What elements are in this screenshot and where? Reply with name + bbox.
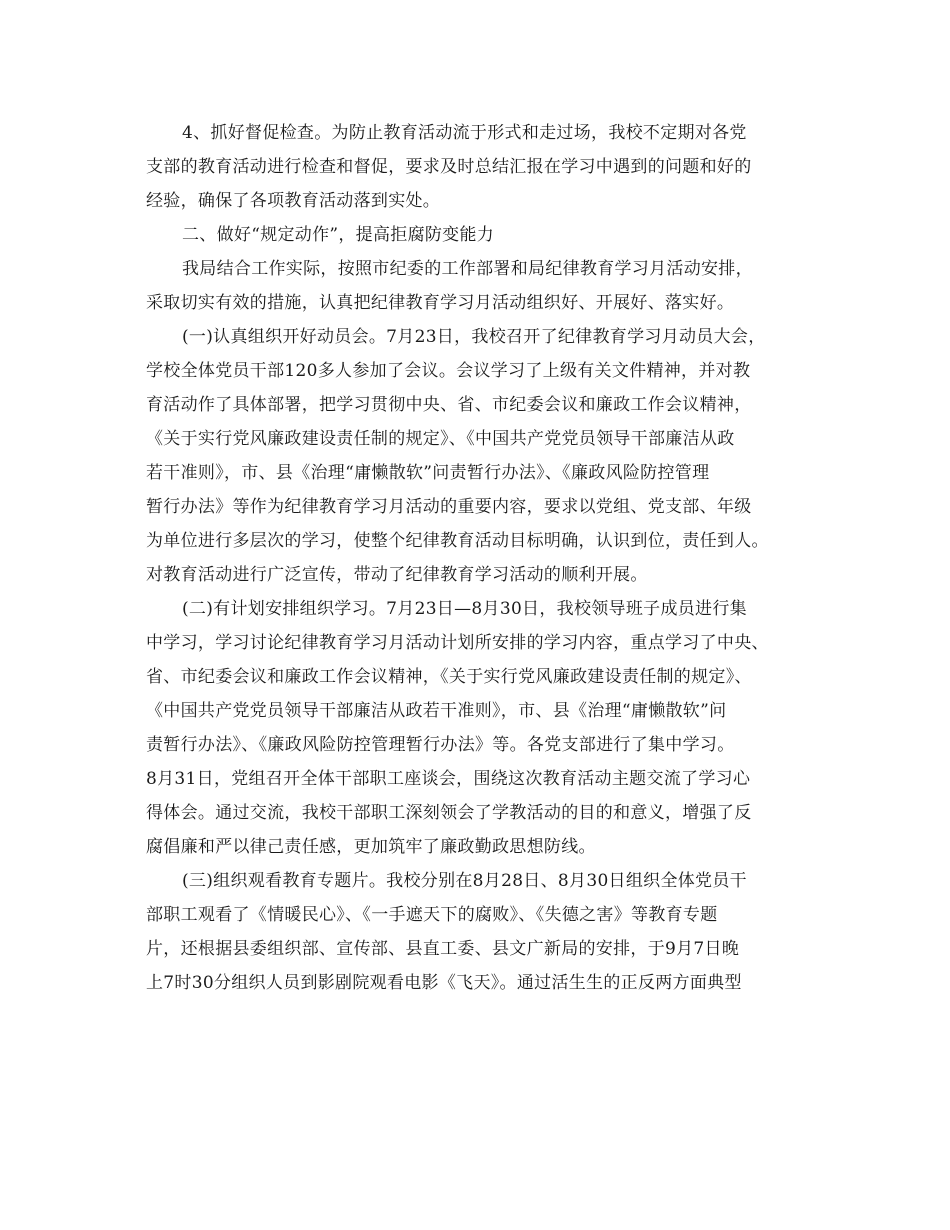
paragraph-line: 省、市纪委会议和廉政工作会议精神，《关于实行党风廉政建设责任制的规定》、 bbox=[146, 667, 752, 687]
paragraph-line: 育活动作了具体部署，把学习贯彻中央、省、市纪委会议和廉政工作会议精神， bbox=[146, 395, 752, 415]
paragraph-line: 若干准则》，市、县《治理“庸懒散软”问责暂行办法》、《廉政风险防控管理 bbox=[146, 463, 710, 483]
section-heading: 二、做好“规定动作”，提高拒腐防变能力 bbox=[182, 225, 495, 245]
document-body bbox=[146, 116, 816, 1000]
paragraph-line: (一)认真组织开好动员会。7月23日，我校召开了纪律教育学习月动员大会， bbox=[182, 327, 766, 347]
paragraph-line: 我局结合工作实际，按照市纪委的工作部署和局纪律教育学习月活动安排， bbox=[182, 259, 753, 279]
paragraph-line: 经验，确保了各项教育活动落到实处。 bbox=[146, 191, 441, 211]
paragraph-line: (三)组织观看教育专题片。我校分别在8月28日、8月30日组织全体党员干 bbox=[182, 871, 747, 891]
paragraph-line: 为单位进行多层次的学习，使整个纪律教育活动目标明确，认识到位，责任到人。 bbox=[146, 531, 769, 551]
paragraph-line: 支部的教育活动进行检查和督促，要求及时总结汇报在学习中遇到的问题和好的 bbox=[146, 157, 752, 177]
paragraph-line: 上7时30分组织人员到影剧院观看电影《飞天》。通过活生生的正反两方面典型 bbox=[146, 973, 742, 993]
paragraph-line: 腐倡廉和严以律己责任感，更加筑牢了廉政勤政思想防线。 bbox=[146, 837, 596, 857]
paragraph-line: (二)有计划安排组织学习。7月23日—8月30日，我校领导班子成员进行集 bbox=[182, 599, 747, 619]
paragraph-line: 4、抓好督促检查。为防止教育活动流于形式和走过场，我校不定期对各党 bbox=[182, 123, 747, 143]
paragraph-line: 责暂行办法》、《廉政风险防控管理暂行办法》等。各党支部进行了集中学习。 bbox=[146, 735, 735, 755]
paragraph-line: 《中国共产党党员领导干部廉洁从政若干准则》，市、县《治理“庸懒散软”问 bbox=[146, 701, 727, 721]
paragraph-line: 8月31日，党组召开全体干部职工座谈会，围绕这次教育活动主题交流了学习心 bbox=[146, 769, 751, 789]
paragraph-line: 部职工观看了《情暖民心》、《一手遮天下的腐败》、《失德之害》等教育专题 bbox=[146, 905, 718, 925]
paragraph-line: 片，还根据县委组织部、宣传部、县直工委、县文广新局的安排，于9月7日晚 bbox=[146, 939, 740, 959]
paragraph-line: 《关于实行党风廉政建设责任制的规定》、《中国共产党党员领导干部廉洁从政 bbox=[146, 429, 735, 449]
paragraph-line: 得体会。通过交流，我校干部职工深刻领会了学教活动的目的和意义，增强了反 bbox=[146, 803, 752, 823]
paragraph-line: 学校全体党员干部120多人参加了会议。会议学习了上级有关文件精神，并对教 bbox=[146, 361, 751, 381]
paragraph-line: 对教育活动进行广泛宣传，带动了纪律教育学习活动的顺利开展。 bbox=[146, 565, 648, 585]
paragraph-line: 暂行办法》等作为纪律教育学习月活动的重要内容，要求以党组、党支部、年级 bbox=[146, 497, 752, 517]
paragraph-line: 中学习，学习讨论纪律教育学习月活动计划所安排的学习内容，重点学习了中央、 bbox=[146, 633, 769, 653]
paragraph-line: 采取切实有效的措施，认真把纪律教育学习月活动组织好、开展好、落实好。 bbox=[146, 293, 735, 313]
